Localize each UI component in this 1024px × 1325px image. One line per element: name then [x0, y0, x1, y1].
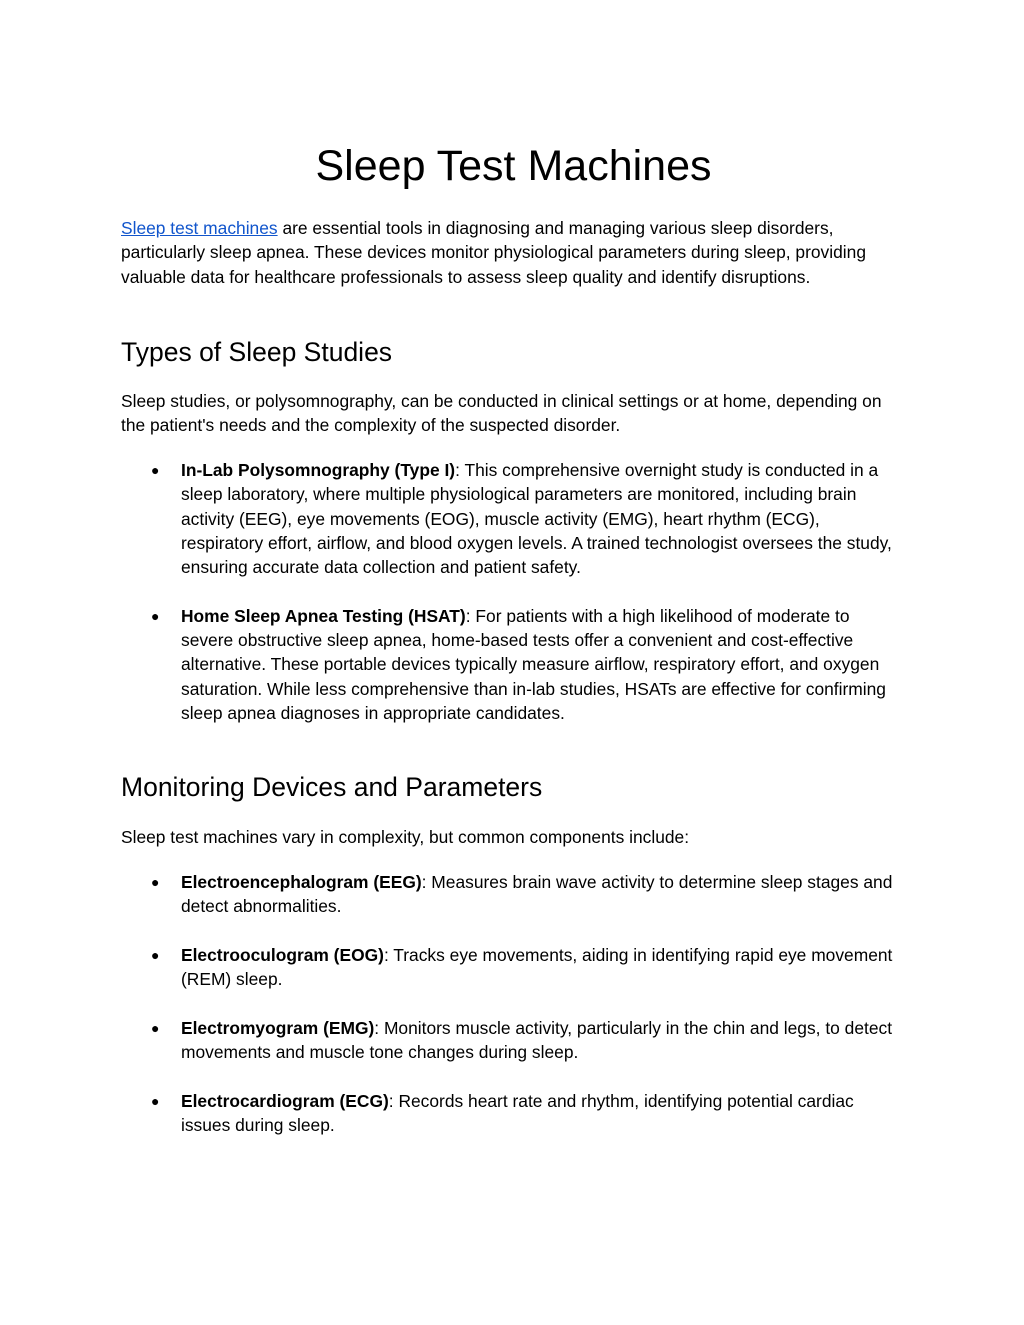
bullet-icon: ● [151, 1019, 160, 1036]
list-item-term: Home Sleep Apnea Testing (HSAT) [181, 605, 466, 626]
list-item-text: : Records heart rate and rhythm, identifying potential cardiac issues during sleep. [181, 1090, 854, 1136]
list-item [121, 1089, 906, 1138]
types-list [121, 458, 906, 750]
intro-text: are essential tools in diagnosing and managing various sleep disorders, particularly sleep apnea. These devices monitor physiological parameters during sleep, providing valuable data for healthcare professionals to assess sleep quality and identify disruptions. [121, 218, 866, 287]
list-item-text: : Monitors muscle activity, particularly in the chin and legs, to detect movements and muscle tone changes during sleep. [181, 1017, 893, 1063]
bullet-icon: ● [151, 607, 160, 624]
types-heading: Types of Sleep Studies [121, 337, 393, 367]
list-item-text: : This comprehensive overnight study is conducted in a sleep laboratory, where multiple physiological parameters are monitored, including brain activity (EEG), eye movements (EOG), muscle activity (EMG), heart rhythm (ECG), respiratory effort, airflow, and blood oxygen levels. A trained technologist oversees the study, ensuring accurate data collection and patient safety. [181, 460, 892, 578]
list-item-term: Electrocardiogram (ECG) [181, 1090, 389, 1111]
list-item [121, 1016, 906, 1065]
list-item-text: : Measures brain wave activity to determine sleep stages and detect abnormalities. [181, 872, 893, 917]
list-item [121, 604, 906, 725]
bullet-icon: ● [151, 946, 160, 963]
monitoring-heading: Monitoring Devices and Parameters [121, 772, 543, 802]
bullet-icon: ● [151, 1092, 160, 1109]
list-item-term: Electrooculogram (EOG) [181, 944, 384, 965]
list-item-term: Electromyogram (EMG) [181, 1017, 375, 1038]
list-item [121, 870, 906, 919]
list-item [121, 458, 906, 579]
sleep-test-machines-link[interactable]: Sleep test machines [121, 218, 278, 238]
monitoring-list [121, 870, 906, 1162]
intro-paragraph [121, 216, 906, 289]
bullet-icon: ● [151, 874, 160, 890]
list-item-term: Electroencephalogram (EEG) [181, 872, 422, 892]
bullet-icon: ● [151, 462, 160, 478]
list-item-term: In-Lab Polysomnography (Type I) [181, 460, 456, 480]
types-intro-paragraph: Sleep studies, or polysomnography, can be conducted in clinical settings or at home, depending on the patient's needs and the complexity of the suspected disorder. [121, 391, 882, 436]
list-item [121, 943, 906, 992]
document-title: Sleep Test Machines [315, 142, 712, 190]
monitoring-intro-paragraph: Sleep test machines vary in complexity, but common components include: [121, 827, 690, 847]
list-item-text: : For patients with a high likelihood of moderate to severe obstructive sleep apnea, home-based tests offer a convenient and cost-effective alternative. These portable devices typically measure airflow, respiratory effort, and oxygen saturation. While less comprehensive than in-lab studies, HSATs are effective for confirming sleep apnea diagnoses in appropriate candidates. [181, 605, 886, 724]
list-item-text: : Tracks eye movements, aiding in identifying rapid eye movement (REM) sleep. [181, 944, 893, 990]
